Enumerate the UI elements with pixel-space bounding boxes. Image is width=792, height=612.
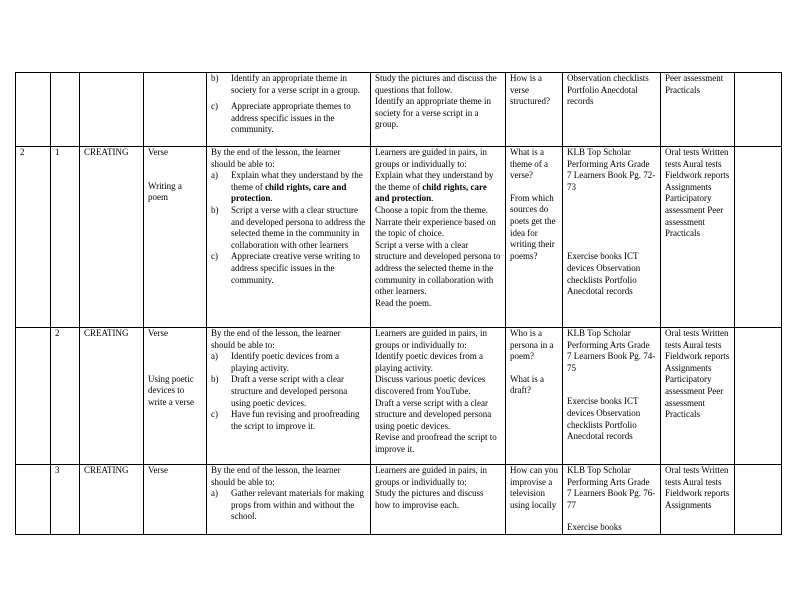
learning-experiences-cell: Learners are guided in pairs, in groups or individually to: Explain what they understand by the theme of child rights, care and protection. Choose a topic from the theme. Narrate their experience based on the topic of choice. Script a verse with a clear structure and developed persona to address the selected theme in the community in collaboration with other learners. Read the poem. — [371, 147, 506, 328]
experience-line: Discuss various poetic devices discovered from YouTube. — [375, 374, 486, 396]
table-row — [16, 73, 782, 147]
sub-strand-cell: Verse Writing a poem — [144, 147, 207, 328]
inquiry-question-cell: How can you improvise a television using locally — [506, 465, 563, 535]
learning-outcomes-cell — [207, 73, 371, 147]
learning-experiences-cell: Learners are guided in pairs, in groups or individually to: Identify poetic devices from a playing activity. Discuss various poetic devices discovered from YouTube. Draft a verse script with a clear structure and developed persona using poetic devices. Revise and proofread the script to improve it. — [371, 328, 506, 465]
outcome-item: a) Gather relevant materials for making props from within and without the school. — [211, 488, 364, 522]
sub-strand-cell — [144, 73, 207, 147]
table-row — [16, 465, 782, 535]
week-cell — [16, 465, 51, 535]
week-cell — [16, 73, 51, 147]
week-cell: 2 — [16, 147, 51, 328]
week-cell — [16, 328, 51, 465]
learning-outcomes-cell: By the end of the lesson, the learner should be able to: a) Gather relevant materials for making props from within and without the school. — [207, 465, 371, 535]
table-row — [16, 147, 782, 328]
experience-line: Identify poetic devices from a playing activity. — [375, 351, 483, 373]
lesson-cell: 1 — [51, 147, 80, 328]
resources-cell: KLB Top Scholar Performing Arts Grade 7 Learners Book Pg. 76-77 Exercise books — [563, 465, 661, 535]
outcome-item: c) Appreciate creative verse writing to address specific issues in the community. — [211, 251, 360, 285]
lesson-cell: 3 — [51, 465, 80, 535]
lesson-cell — [51, 73, 80, 147]
scheme-of-work-table — [15, 72, 782, 535]
outcome-item: c) Appreciate appropriate themes to address specific issues in the community. — [211, 101, 351, 135]
inquiry-question-cell: What is a theme of a verse? From which sources do poets get the idea for writing their poems? — [506, 147, 563, 328]
assessment-cell: Peer assessment Practicals — [661, 73, 735, 147]
experience-line: Script a verse with a clear structure and developed persona to address the selected theme in the community in collaboration with other learners. — [375, 239, 501, 297]
resources-cell: KLB Top Scholar Performing Arts Grade 7 Learners Book Pg. 72-73 Exercise books ICT devices Observation checklists Portfolio Anecdotal records — [563, 147, 661, 328]
outcome-item: b) Draft a verse script with a clear structure and developed persona using poetic devices. — [211, 374, 348, 408]
outcome-item: b) Identify an appropriate theme in society for a verse script in a group. — [211, 73, 360, 95]
assessment-cell: Oral tests Written tests Aural tests Fieldwork reports Assignments Participatory assessment Peer assessment Practicals — [661, 147, 735, 328]
outcome-item: b) Script a verse with a clear structure and developed persona to address the selected theme in the community in collaboration with other learners — [211, 204, 366, 250]
strand-cell: CREATING — [80, 147, 144, 328]
experience-line: Study the pictures and discuss how to improvise each. — [375, 488, 484, 510]
learning-experiences-cell — [371, 73, 506, 147]
strand-cell — [80, 73, 144, 147]
inquiry-question-cell: Who is a persona in a poem? What is a draft? — [506, 328, 563, 465]
learning-outcomes-cell: By the end of the lesson, the learner should be able to: a) Identify poetic devices from a playing activity. b) Draft a verse script with a clear structure and developed persona using poetic devices. c) Have fun revising and proofreading the script to improve it. — [207, 328, 371, 465]
reflection-cell — [735, 147, 782, 328]
experience-line: Identify an appropriate theme in society for a verse script in a group. — [375, 96, 491, 130]
learning-experiences-cell: Learners are guided in pairs, in groups or individually to: Study the pictures and discuss how to improvise each. — [371, 465, 506, 535]
strand-cell: CREATING — [80, 328, 144, 465]
outcome-item: c) Have fun revising and proofreading the script to improve it. — [211, 409, 360, 431]
inquiry-question-cell: How is a verse structured? — [506, 73, 563, 147]
lesson-cell: 2 — [51, 328, 80, 465]
strand-cell: CREATING — [80, 465, 144, 535]
experience-line: Narrate their experience based on the topic of choice. — [375, 216, 496, 239]
experience-line: Revise and proofread the script to improve it. — [375, 432, 497, 454]
experience-line: Choose a topic from the theme. — [375, 204, 488, 215]
outcome-item: a) Explain what they understand by the theme of child rights, care and protection. — [211, 170, 363, 204]
experience-line: Draft a verse script with a clear structure and developed persona using poetic devices. — [375, 397, 492, 431]
reflection-cell — [735, 465, 782, 535]
sub-strand-cell: Verse — [144, 465, 207, 535]
learning-outcomes-cell: By the end of the lesson, the learner should be able to: a) Explain what they understand by the theme of child rights, care and protection. b) Script a verse with a clear structure and developed persona to address the selected theme in the community in collaboration with other learners c) Appreciate creative verse writing to address specific issues in the community. — [207, 147, 371, 328]
outcome-item: a) Identify poetic devices from a playing activity. — [211, 351, 339, 373]
table-row — [16, 328, 782, 465]
reflection-cell — [735, 73, 782, 147]
sub-strand-cell: Verse Using poetic devices to write a verse — [144, 328, 207, 465]
reflection-cell — [735, 328, 782, 465]
resources-cell: KLB Top Scholar Performing Arts Grade 7 Learners Book Pg. 74-75 Exercise books ICT devices Observation checklists Portfolio Anecdotal records — [563, 328, 661, 465]
assessment-cell: Oral tests Written tests Aural tests Fieldwork reports Assignments Participatory assessment Peer assessment Practicals — [661, 328, 735, 465]
resources-cell: Observation checklists Portfolio Anecdotal records — [563, 73, 661, 147]
experience-line: Read the poem. — [375, 297, 432, 308]
assessment-cell: Oral tests Written tests Aural tests Fieldwork reports Assignments — [661, 465, 735, 535]
experience-line: Study the pictures and discuss the questions that follow. — [375, 73, 497, 95]
